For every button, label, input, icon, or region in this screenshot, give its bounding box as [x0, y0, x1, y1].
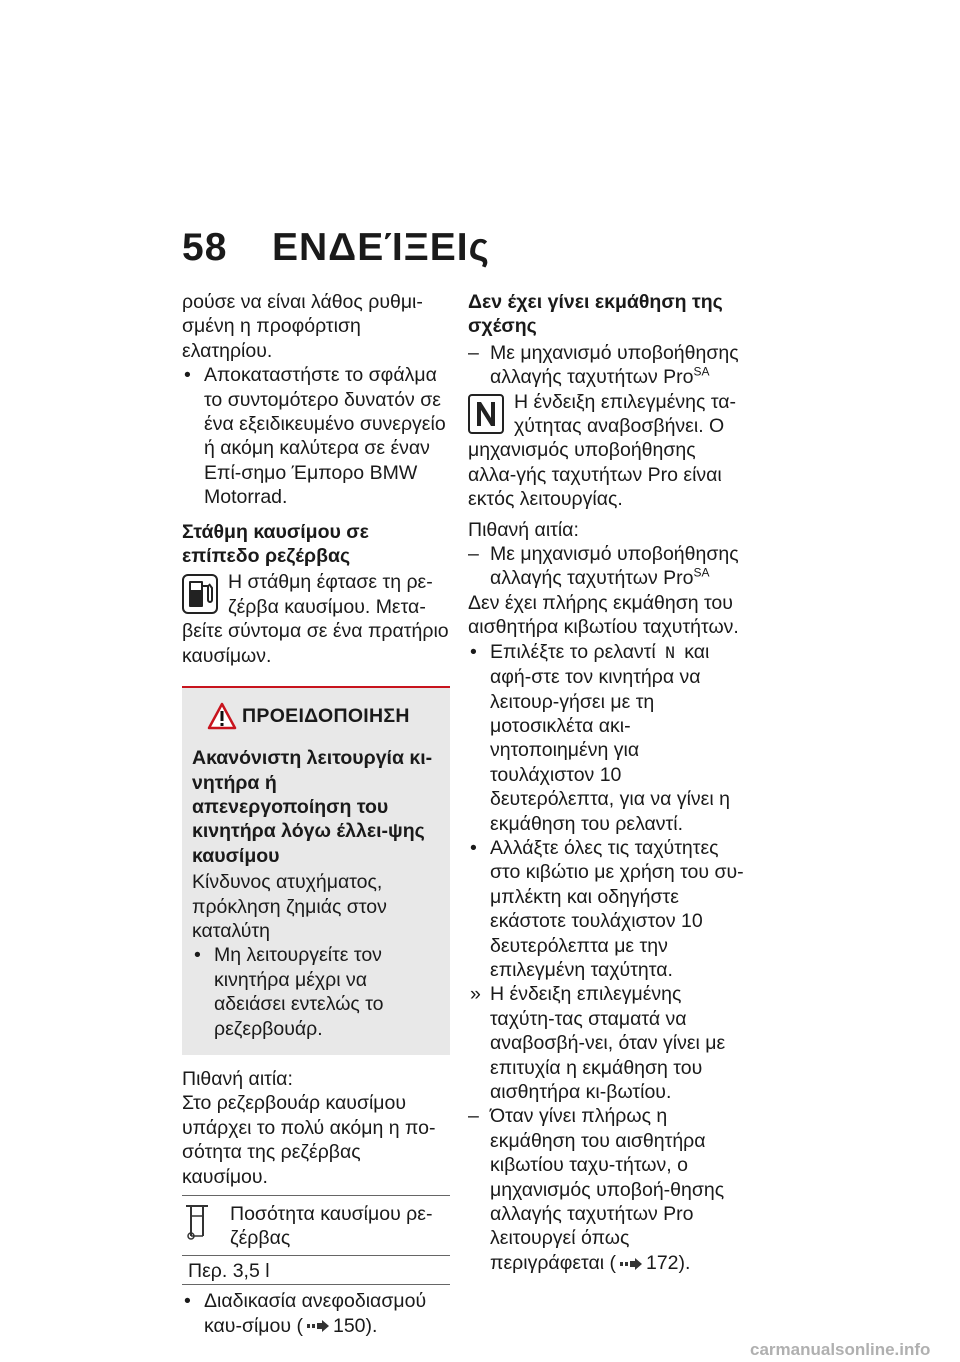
list-item: • Επιλέξτε το ρελαντί N και αφή-στε τον κινητήρα να λειτουρ-γήσει με τη μοτοσικλέτα ακι-νητοποιημένη για τουλάχιστον 10 δευτερόλεπτα, για να γίνει η εκμάθηση του ρελαντί.: [470, 640, 730, 835]
page-reference-arrow-icon: [620, 1258, 642, 1270]
warning-triangle-icon: [207, 702, 237, 730]
table-row: [182, 1196, 450, 1256]
list-item: • Αλλάξτε όλες τις ταχύτητες στο κιβώτιο με χρήση του συ-μπλέκτη και οδηγήστε εκάστοτε τουλάχιστον 10 δευτερόλεπτα με την επιλεγμένη ταχύτητα.: [470, 836, 744, 981]
watermark: carmanualsonline.info: [750, 1340, 931, 1359]
spec-table: [182, 1195, 450, 1285]
cause-label: Πιθανή αιτία:: [468, 518, 579, 541]
page-title: ΕΝΔΕΊΞΕΙς: [272, 226, 490, 269]
gear-indicator-block: Η ένδειξη επιλεγμένης τα-χύτητας αναβοσβήνει. Ο μηχανισμός υποβοήθησης αλλα-γής ταχυτήτων Pro είναι εκτός λειτουργίας.: [468, 390, 737, 511]
warning-text: Κίνδυνος ατυχήματος, πρόκληση ζημιάς στον καταλύτη: [192, 871, 387, 942]
neutral-symbol: N: [665, 642, 675, 662]
section-heading: Δεν έχει γίνει εκμάθηση της σχέσης: [468, 291, 723, 338]
fuel-gauge-icon: [182, 1202, 212, 1242]
list-item: – Με μηχανισμό υποβοήθησης αλλαγής ταχυτήτων Pro$^{SA}$: [468, 543, 739, 590]
list-item: • Διαδικασία ανεφοδιασμού καυ-σίμου ( 150).: [184, 1290, 427, 1337]
sa-mark: SA: [693, 565, 710, 580]
paragraph: ρούσε να είναι λάθος ρυθμι- σμένη η προφόρτιση ελατηρίου.: [182, 291, 423, 362]
page-reference-arrow-icon: [307, 1320, 329, 1332]
warning-label: ΠΡΟΕΙΔΟΠΟΙΗΣΗ: [242, 705, 410, 728]
list-item: – Όταν γίνει πλήρως η εκμάθηση του αισθητήρα κιβωτίου ταχυ-τήτων, ο μηχανισμός υποβοή-θησης αλλαγής ταχυτήτων Pro λειτουργεί όπως περιγράφεται ( 172).: [468, 1105, 725, 1274]
fuel-block: Η στάθμη έφτασε τη ρε-ζέρβα καυσίμου. Μετα-βείτε σύντομα σε ένα πρατήριο καυσίμων.: [182, 571, 449, 667]
table-row: [182, 1255, 450, 1284]
fuel-pump-icon: [182, 574, 218, 614]
spec-label: Ποσότητα καυσίμου ρε-ζέρβας: [230, 1196, 450, 1256]
section-heading: Στάθμη καυσίμου σε επίπεδο ρεζέρβας: [182, 520, 369, 568]
warning-box: [182, 688, 450, 1055]
sa-mark: SA: [693, 364, 710, 379]
spec-value: Περ. 3,5 l: [182, 1255, 450, 1284]
result-item: » Η ένδειξη επιλεγμένης ταχύτη-τας σταματά να αναβοσβή-νει, όταν γίνει με επιτυχία η εκμάθηση του αισθητήρα κι-βωτίου.: [470, 983, 726, 1103]
warning-heading: Ακανόνιστη λειτουργία κι-νητήρα ή απενεργοποίηση του κινητήρα λόγω έλλει-ψης καυσίμου: [192, 747, 433, 867]
neutral-gear-icon: [468, 394, 504, 434]
left-column: [182, 290, 450, 1338]
page-number: 58: [182, 226, 228, 269]
right-column: [468, 290, 748, 1275]
list-item: – Με μηχανισμό υποβοήθησης αλλαγής ταχυτήτων Pro$^{SA}$: [468, 341, 739, 389]
warning-header: [192, 702, 440, 736]
cause-label: Πιθανή αιτία:: [182, 1067, 293, 1090]
warning-bullet: • Μη λειτουργείτε τον κινητήρα μέχρι να αδειάσει εντελώς το ρεζερβουάρ.: [194, 944, 384, 1040]
list-item: • Αποκαταστήστε το σφάλμα το συντομότερο δυνατόν σε ένα εξειδικευμένο συνεργείο ή ακόμη καλύτερα σε έναν Επί-σημο Έμπορο BMW Motorrad.: [184, 364, 446, 509]
cause-text: Στο ρεζερβουάρ καυσίμου υπάρχει το πολύ ακόμη η πο-σότητα της ρεζέρβας καυσίμου.: [182, 1092, 436, 1188]
paragraph: Δεν έχει πλήρης εκμάθηση του αισθητήρα κιβωτίου ταχυτήτων.: [468, 591, 739, 639]
page-header: [182, 226, 742, 286]
